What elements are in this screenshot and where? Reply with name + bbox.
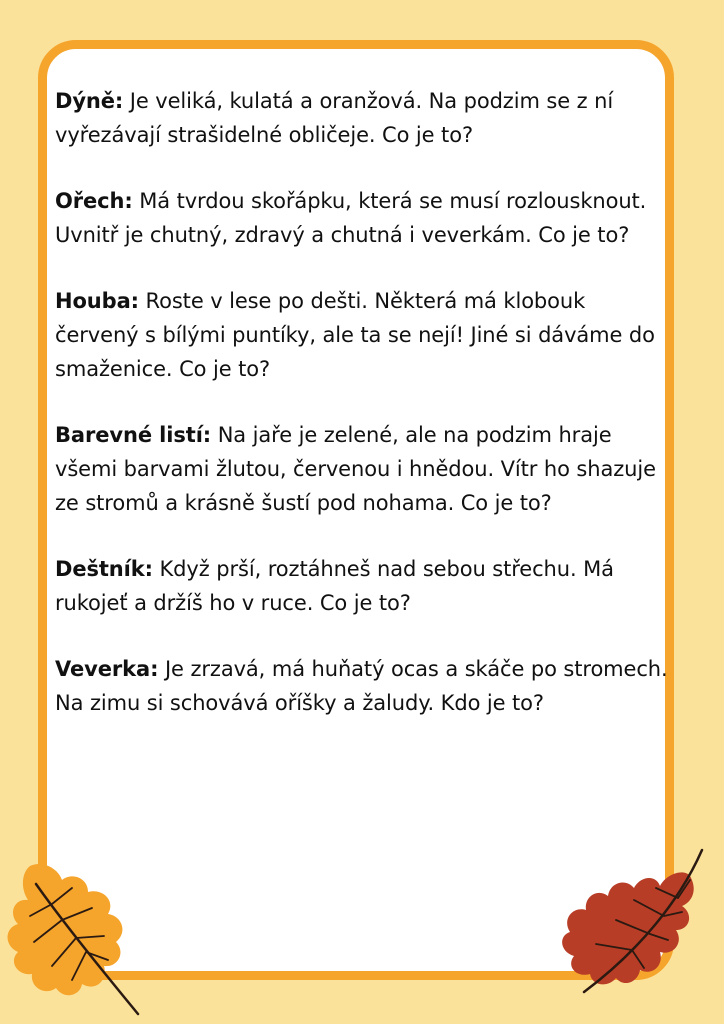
riddle-text: Roste v lese po dešti. Některá má klobouk červený s bílými puntíky, ale ta se nejí! Jiné si dáváme do smaženice. Co je to? — [55, 289, 655, 381]
riddle-item — [55, 284, 675, 386]
riddle-text: Má tvrdou skořápku, která se musí rozlousknout. Uvnitř je chutný, zdravý a chutná i veverkám. Co je to? — [55, 189, 647, 247]
riddle-text: Na jaře je zelené, ale na podzim hraje všemi barvami žlutou, červenou i hnědou. Vítr ho shazuje ze stromů a krásně šustí pod nohama. Co je to? — [55, 423, 656, 515]
riddle-term: Ořech: — [55, 189, 133, 213]
riddle-term: Deštník: — [55, 557, 153, 581]
riddle-item — [55, 652, 675, 720]
riddle-term: Veverka: — [55, 657, 159, 681]
riddle-item — [55, 84, 675, 152]
oak-leaf-icon — [540, 840, 724, 1024]
leaf-body — [562, 872, 694, 984]
riddle-item — [55, 418, 675, 520]
riddle-text: Když prší, roztáhneš nad sebou střechu. Má rukojeť a držíš ho v ruce. Co je to? — [55, 557, 614, 615]
riddle-item — [55, 552, 675, 620]
riddle-list — [55, 84, 675, 752]
riddle-term: Houba: — [55, 289, 139, 313]
riddle-item — [55, 184, 675, 252]
riddle-text: Je zrzavá, má huňatý ocas a skáče po stromech. Na zimu si schovává oříšky a žaludy. Kdo je to? — [55, 657, 668, 715]
oak-leaf-icon — [0, 858, 170, 1024]
riddle-text: Je veliká, kulatá a oranžová. Na podzim se z ní vyřezávají strašidelné obličeje. Co je to? — [55, 89, 614, 147]
riddle-term: Dýně: — [55, 89, 124, 113]
riddle-term: Barevné listí: — [55, 423, 212, 447]
